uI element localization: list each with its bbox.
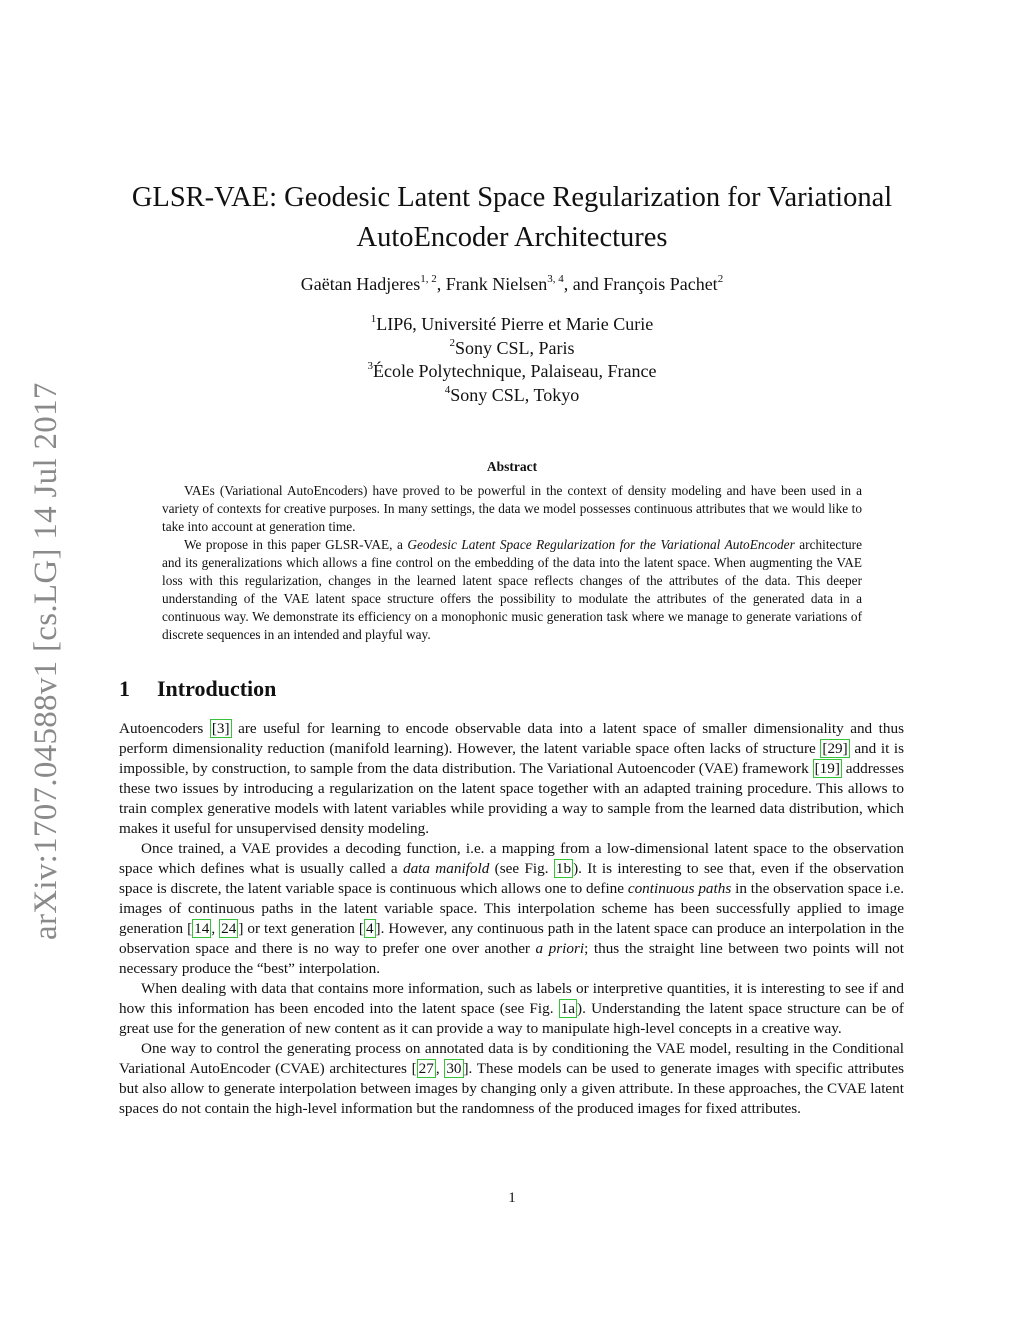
author-affil-mark: 2 <box>717 273 724 285</box>
affiliation-mark: 2 <box>449 336 455 349</box>
affiliation <box>100 384 924 408</box>
text-run: addresses these two issues by introducing a regularization on the latent space together with an adapted training procedure. This allows to train complex generative models with latent variables while providing a way to sample from the learned data distribution, which makes it useful for unsupervised density modeling. <box>119 760 904 837</box>
citation-link[interactable]: [29] <box>822 740 848 757</box>
affiliation-text: Sony CSL, Paris <box>454 337 575 358</box>
author-name: Frank Nielsen <box>445 274 548 294</box>
abstract-paragraph <box>162 536 862 644</box>
text-run: ). It is interesting to see that, even if the observation space is discrete, the latent variable space is continuous which allows one to define <box>119 860 904 897</box>
affiliation-text: Sony CSL, Tokyo <box>450 384 580 405</box>
text-run: When dealing with data that contains more information, such as labels or interpretive quantities, it is interesting to see if and how this information has been encoded into the latent space (see Fig. <box>119 980 904 1017</box>
title-line-1: GLSR-VAE: Geodesic Latent Space Regularization for Variational <box>131 182 893 213</box>
body-paragraph <box>119 979 904 1039</box>
text-run: are useful for learning to encode observable data into a latent space of smaller dimensionality and thus perform dimensionality reduction (manifold learning). However, the latent variable space often lacks of structure <box>119 720 904 757</box>
affiliation-mark: 1 <box>370 313 377 325</box>
text-run: ]. These models can be used to generate images with specific attributes but also allow to generate interpolation between images by changing only a given attribute. In these approaches, the CVAE latent spaces do not contain the high-level information but the randomness of the produced images for fixed attributes. <box>119 1060 904 1117</box>
citation-link[interactable]: [19] <box>814 760 840 777</box>
introduction-body <box>119 719 904 1119</box>
text-run: , <box>211 920 220 937</box>
text-run: ]. However, any continuous path in the latent space can produce an interpolation in the observation space and there is no way to prefer one over another <box>119 920 905 957</box>
text-run: ] or text generation [ <box>238 920 364 937</box>
section-title: Introduction <box>157 676 277 701</box>
author-affil-mark: 1, 2 <box>420 273 437 285</box>
text-run: and it is impossible, by construction, to sample from the data distribution. The Variational Autoencoder (VAE) framework <box>119 740 905 777</box>
figure-ref-link[interactable]: 1b <box>555 860 572 877</box>
affiliation <box>100 313 924 337</box>
author-name: Gaëtan Hadjeres <box>300 274 421 294</box>
author-list <box>100 271 924 297</box>
title-line-2: AutoEncoder Architectures <box>356 222 668 253</box>
text-run: , <box>435 1060 445 1077</box>
paper-title <box>100 178 924 258</box>
citation-link[interactable]: 30 <box>446 1060 462 1077</box>
arxiv-stamp: arXiv:1707.04588v1 [cs.LG] 14 Jul 2017 <box>28 382 64 940</box>
author-separator: , and <box>563 274 604 294</box>
affiliation-list <box>100 313 924 407</box>
page-number: 1 <box>508 1190 516 1206</box>
citation-link[interactable]: 4 <box>365 920 374 937</box>
text-run: ). Understanding the latent space structure can be of great use for the generation of new content as it can provide a way to manipulate high-level concepts in a creative way. <box>119 1000 904 1037</box>
text-run: architecture and its generalizations which allows a fine control on the embedding of the data into the latent space. When augmenting the VAE loss with this regularization, changes in the learned latent space reflects changes of the attributes of the data. This deeper understanding of the VAE latent space structure offers the possibility to modulate the attributes of the generated data in a continuous way. We demonstrate its efficiency on a monophonic music generation task where we manage to generate variations of discrete sequences in an intended and playful way. <box>162 537 863 642</box>
emphasis-text: data manifold <box>402 860 490 877</box>
abstract-heading: Abstract <box>486 459 538 474</box>
citation-link[interactable]: [3] <box>211 720 230 737</box>
text-run: Once trained, a VAE provides a decoding function, i.e. a mapping from a low-dimensional latent space to the observation space which defines what is usually called a <box>119 840 904 877</box>
text-run: in the observation space i.e. images of continuous paths in the latent variable space. This interpolation scheme has been successfully applied to image generation [ <box>119 880 904 937</box>
affiliation <box>100 360 924 384</box>
affiliation-mark: 3 <box>367 360 374 372</box>
emphasis-text: continuous paths <box>627 880 732 897</box>
affiliation-text: École Polytechnique, Palaiseau, France <box>373 361 657 381</box>
body-paragraph <box>119 1039 904 1119</box>
author-affil-mark: 3, 4 <box>547 273 564 285</box>
author-separator: , <box>436 274 446 294</box>
text-run: One way to control the generating process on annotated data is by conditioning the VAE model, resulting in the Conditional Variational AutoEncoder (CVAE) architectures [ <box>119 1040 904 1077</box>
text-run: (see Fig. <box>489 860 554 877</box>
section-number: 1 <box>119 676 130 701</box>
text-run: ; thus the straight line between two points will not necessary produce the “best” interpolation. <box>119 940 904 977</box>
body-paragraph <box>119 839 904 979</box>
abstract-paragraph: VAEs (Variational AutoEncoders) have proved to be powerful in the context of density modeling and have been used in a variety of contexts for creative purposes. In many settings, the data we model possesses continuous attributes that we would like to take into account at generation time. <box>162 483 862 534</box>
emphasis-text: Geodesic Latent Space Regularization for the Variational AutoEncoder <box>407 537 795 552</box>
affiliation-text: LIP6, Université Pierre et Marie Curie <box>376 314 654 334</box>
body-paragraph <box>119 719 904 839</box>
text-run: We propose in this paper GLSR-VAE, a <box>184 537 408 552</box>
abstract-body <box>162 482 862 644</box>
citation-link[interactable]: 14 <box>194 920 210 937</box>
text-run: Autoencoders <box>119 720 210 737</box>
section-heading <box>119 676 276 702</box>
author-name: François Pachet <box>603 274 718 294</box>
affiliation-mark: 4 <box>444 383 451 396</box>
figure-ref-link[interactable]: 1a <box>560 1000 576 1017</box>
citation-link[interactable]: 24 <box>221 920 237 937</box>
citation-link[interactable]: 27 <box>418 1060 434 1077</box>
emphasis-text: a priori <box>535 940 585 957</box>
affiliation <box>100 337 924 361</box>
